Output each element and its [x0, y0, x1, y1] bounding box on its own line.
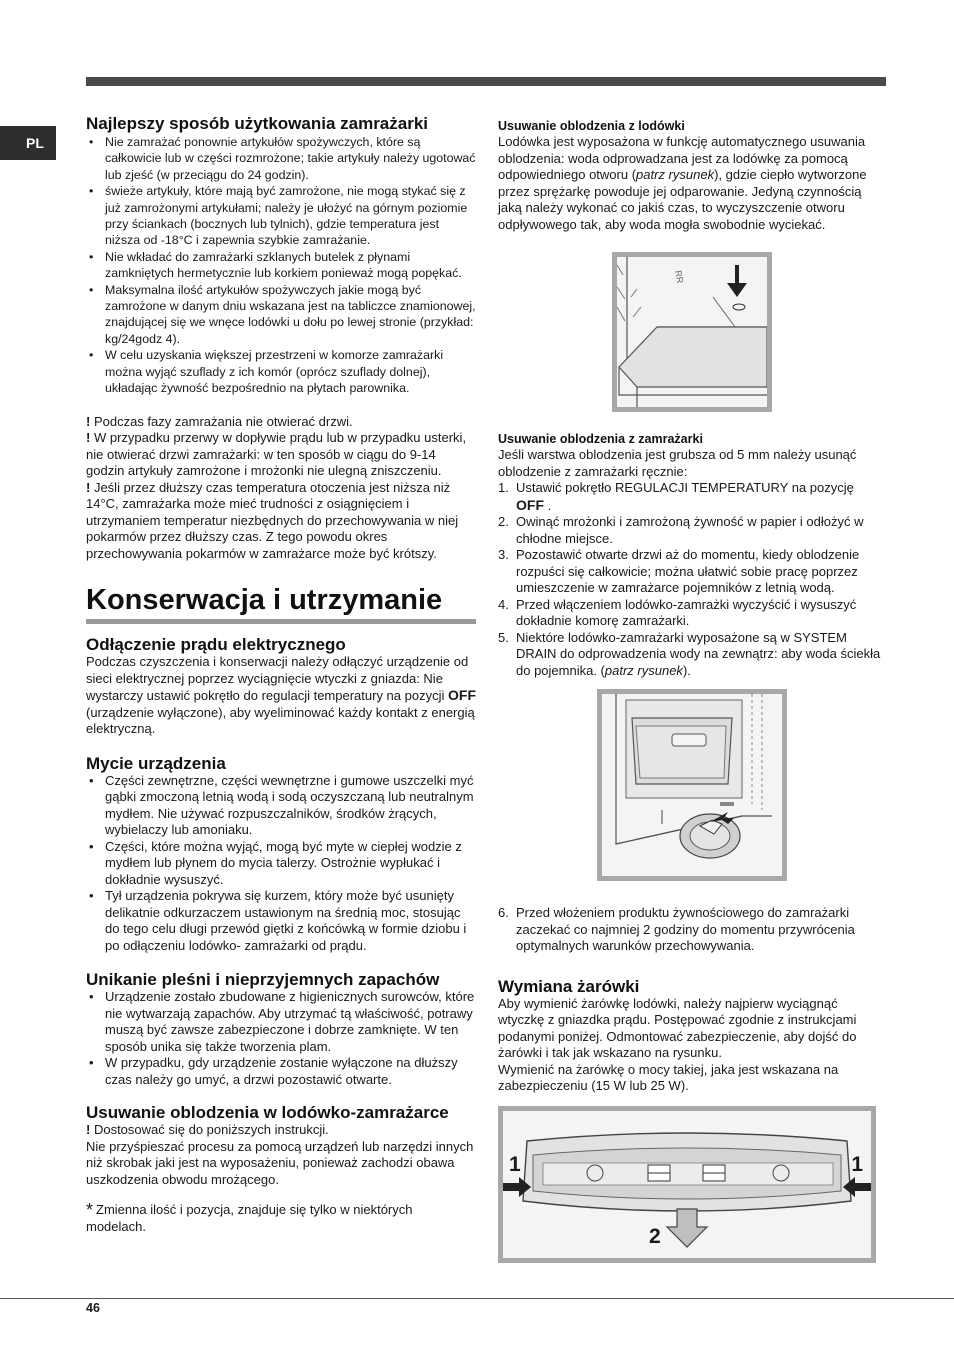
fridge-drain-illustration [612, 252, 772, 412]
fridge-drain-drawing [617, 257, 767, 407]
svg-text:RR: RR [673, 269, 686, 285]
drain-system-drawing [602, 694, 782, 876]
warning-1: ! Podczas fazy zamrażania nie otwierać drzwi. [86, 413, 353, 429]
list-item: • Nie zamrażać ponownie artykułów spożywczych, które są całkowicie lub w części rozmrożone; takie artykuły należy ugotować lub zjeść (w przeciągu do 24 godzin). [86, 134, 476, 183]
fridge-defrost-text: Lodówka jest wyposażona w funkcję automatycznego usuwania oblodzenia: woda odprowadzana jest za lodówkę za pomocą odpowiedniego otworu (patrz rysunek), gdzie ciepło wytworzone przez sprężarkę powoduje jej odparowanie. Jedyną czynnością jaką należy wykonać co jakiś czas, to wyczyszczenie otworu odpływowego tak, aby woda mogła swobodnie wyciekać. [498, 134, 867, 232]
list-item: • W przypadku, gdy urządzenie zostanie wyłączone na dłuższy czas należy go umyć, a drzwi pozostawić otwarte. [86, 1055, 476, 1088]
list-item: • Części, które można wyjąć, mogą być myte w ciepłej wodzie z mydłem lub płynem do mycia talerzy. Ostrożnie wypłukać i dokładnie wysuszyć. [86, 839, 476, 889]
defrost-warning: ! Dostosować się do poniższych instrukcji. [86, 1122, 329, 1137]
language-tab: PL [0, 126, 56, 160]
step-label-right: 1 [851, 1152, 863, 1176]
list-item: • Części zewnętrzne, części wewnętrzne i gumowe uszczelki myć gąbki zmoczoną letnią wodą i sodą oczyszczaną lub neutralnym mydłem. Nie używać rozpuszczalników, środków żrących, wybielaczy lub amoniaku. [86, 773, 476, 839]
freezer-defrost-steps [498, 480, 882, 679]
step-3: 3. Pozostawić otwarte drzwi aż do momentu, kiedy oblodzenie rozpuści się całkowicie; można ułatwić sobie pracę poprzez umieszczenie w zamrażarce pojemników z letnią wodą. [498, 547, 860, 595]
best-use-heading: Najlepszy sposób użytkowania zamrażarki [86, 114, 429, 133]
list-item: • Maksymalna ilość artykułów spożywczych jakie mogą być zamrożone w danym dniu wskazana jest na tabliczce znamionowej, znajdującej się we wnęce lodówki u dołu po lewej stronie (przykład: kg/24godz 4). [86, 282, 476, 348]
mold-list [86, 989, 476, 1088]
bulb-replacement-illustration [498, 1106, 876, 1263]
step-6: 6. Przed włożeniem produktu żywnościowego do zamrażarki zaczekać co najmniej 2 godziny do momentu przywrócenia optymalnych warunków przechowywania. [498, 905, 855, 953]
step-2: 2. Owinąć mrożonki i zamrożoną żywność w papier i odłożyć w chłodne miejsce. [498, 514, 864, 546]
disconnect-heading: Odłączenie prądu elektrycznego [86, 635, 346, 654]
defrost-heading: Usuwanie oblodzenia w lodówko-zamrażarce [86, 1103, 449, 1122]
step-label-down: 2 [649, 1224, 661, 1248]
bulb-heading: Wymiana żarówki [498, 976, 640, 996]
list-item: • Urządzenie zostało zbudowane z higienicznych surowców, które nie wytwarzają zapachów. Aby utrzymać tą właściwość, potrawy muszą być zawsze zabezpieczone i dobrze zamknięte. W ten sposób unika się także tworzenia plam. [86, 989, 476, 1055]
drain-system-illustration [597, 689, 787, 881]
list-item: • Tył urządzenia pokrywa się kurzem, który może być usunięty delikatnie odkurzaczem ustawionym na średnią moc, stosując do tego celu długi przewód giętki z końcówką w formie dziobu i po odłączeniu lodówko- zamrażarki od prądu. [86, 888, 476, 954]
bulb-text-2: Wymienić na żarówkę o mocy takiej, jaka jest wskazana na zabezpieczeniu (15 W lub 25 W). [498, 1061, 839, 1093]
freezer-defrost-steps-cont [498, 905, 882, 955]
footer-rule [0, 1298, 954, 1299]
left-column [86, 114, 476, 1235]
freezer-defrost-heading: Usuwanie oblodzenia z zamrażarki [498, 432, 703, 446]
freezer-defrost-intro: Jeśli warstwa oblodzenia jest grubsza od 5 mm należy usunąć oblodzenie z zamrażarki ręcznie: [498, 447, 857, 479]
defrost-text: Nie przyśpieszać procesu za pomocą urządzeń lub narzędzi innych niż skrobak jaki jest na wyposażeniu, ponieważ zachodzi obawa uszkodzenia obwodu mrożącego. [86, 1138, 474, 1187]
mold-heading: Unikanie pleśni i nieprzyjemnych zapachów [86, 970, 440, 989]
step-1: 1. Ustawić pokrętło REGULACJI TEMPERATURY na pozycję OFF . [498, 480, 854, 513]
step-5: 5. Niektóre lodówko-zamrażarki wyposażone są w SYSTEM DRAIN do odprowadzenia wody na zewnątrz: aby woda ściekła do pojemnika. (patrz rysunek). [498, 629, 881, 678]
off-label: OFF [516, 496, 544, 513]
top-rule [86, 77, 886, 86]
right-column [498, 118, 882, 1263]
bulb-text-1: Aby wymienić żarówkę lodówki, należy najpierw wyciągnąć wtyczkę z gniazdka prądu. Postępować zgodnie z instrukcjami podanymi poniżej. Odmontować zabezpieczenie, aby dojść do żarówki i tak jak wskazano na rysunku. [498, 995, 857, 1060]
fridge-defrost-heading: Usuwanie oblodzenia z lodówki [498, 119, 685, 133]
washing-list [86, 773, 476, 955]
footnote: * Zmienna ilość i pozycja, znajduje się tylko w niektórych modelach. [86, 1200, 413, 1234]
list-item: • Nie wkładać do zamrażarki szklanych butelek z płynami zamkniętych hermetycznie lub korkiem ponieważ mogą popękać. [86, 249, 476, 282]
list-item: • W celu uzyskania większej przestrzeni w komorze zamrażarki można wyjąć szuflady z ich komór (oprócz szuflady dolnej), układając żywność bezpośrednio na płytach parownika. [86, 347, 476, 396]
disconnect-text: Podczas czyszczenia i konserwacji należy odłączyć urządzenie od sieci elektrycznej poprzez wyciągnięcie wtyczki z gniazda: Nie wystarczy ustawić pokrętło do regulacji temperatury na pozycji OFF (urządzenie wyłączone), aby wyeliminować każdy kontakt z energią elektryczną. [86, 654, 476, 736]
warning-3: ! Jeśli przez dłuższy czas temperatura otoczenia jest niższa niż 14°C, zamrażarka może mieć trudności z osiągnięciem i utrzymaniem temperatur niezbędnych do przechowywania w niej pokarmów przez dłuższy czas. Z tego powodu okres przechowywania pokarmów w zamrażarce może być krótszy. [86, 479, 459, 561]
page-number: 46 [86, 1301, 100, 1315]
washing-heading: Mycie urządzenia [86, 753, 226, 773]
list-item: • świeże artykuły, które mają być zamrożone, nie mogą stykać się z już zamrożonymi artykułami; należy je ułożyć na górnym poziomie przy ściankach (bocznych lub tylnich), gdzie temperatura jest niższa od -18°C i zapewnia szybkie zamrażanie. [86, 183, 476, 249]
maintenance-heading: Konserwacja i utrzymanie [86, 584, 476, 624]
step-label-left: 1 [509, 1152, 521, 1176]
warning-2: ! W przypadku przerwy w dopływie prądu lub w przypadku usterki, nie otwierać drzwi zamrażarki: w ten sposób w ciągu do 9-14 godzin artykuły zamrożone i mrożonki nie ulegną zniszczeniu. [86, 430, 467, 478]
step-4: 4. Przed włączeniem lodówko-zamrażki wyczyścić i wysuszyć dokładnie komorę zamrażarki. [498, 596, 857, 628]
best-use-list [86, 134, 476, 397]
off-label: OFF [448, 687, 476, 703]
bulb-cover-drawing [503, 1111, 871, 1258]
